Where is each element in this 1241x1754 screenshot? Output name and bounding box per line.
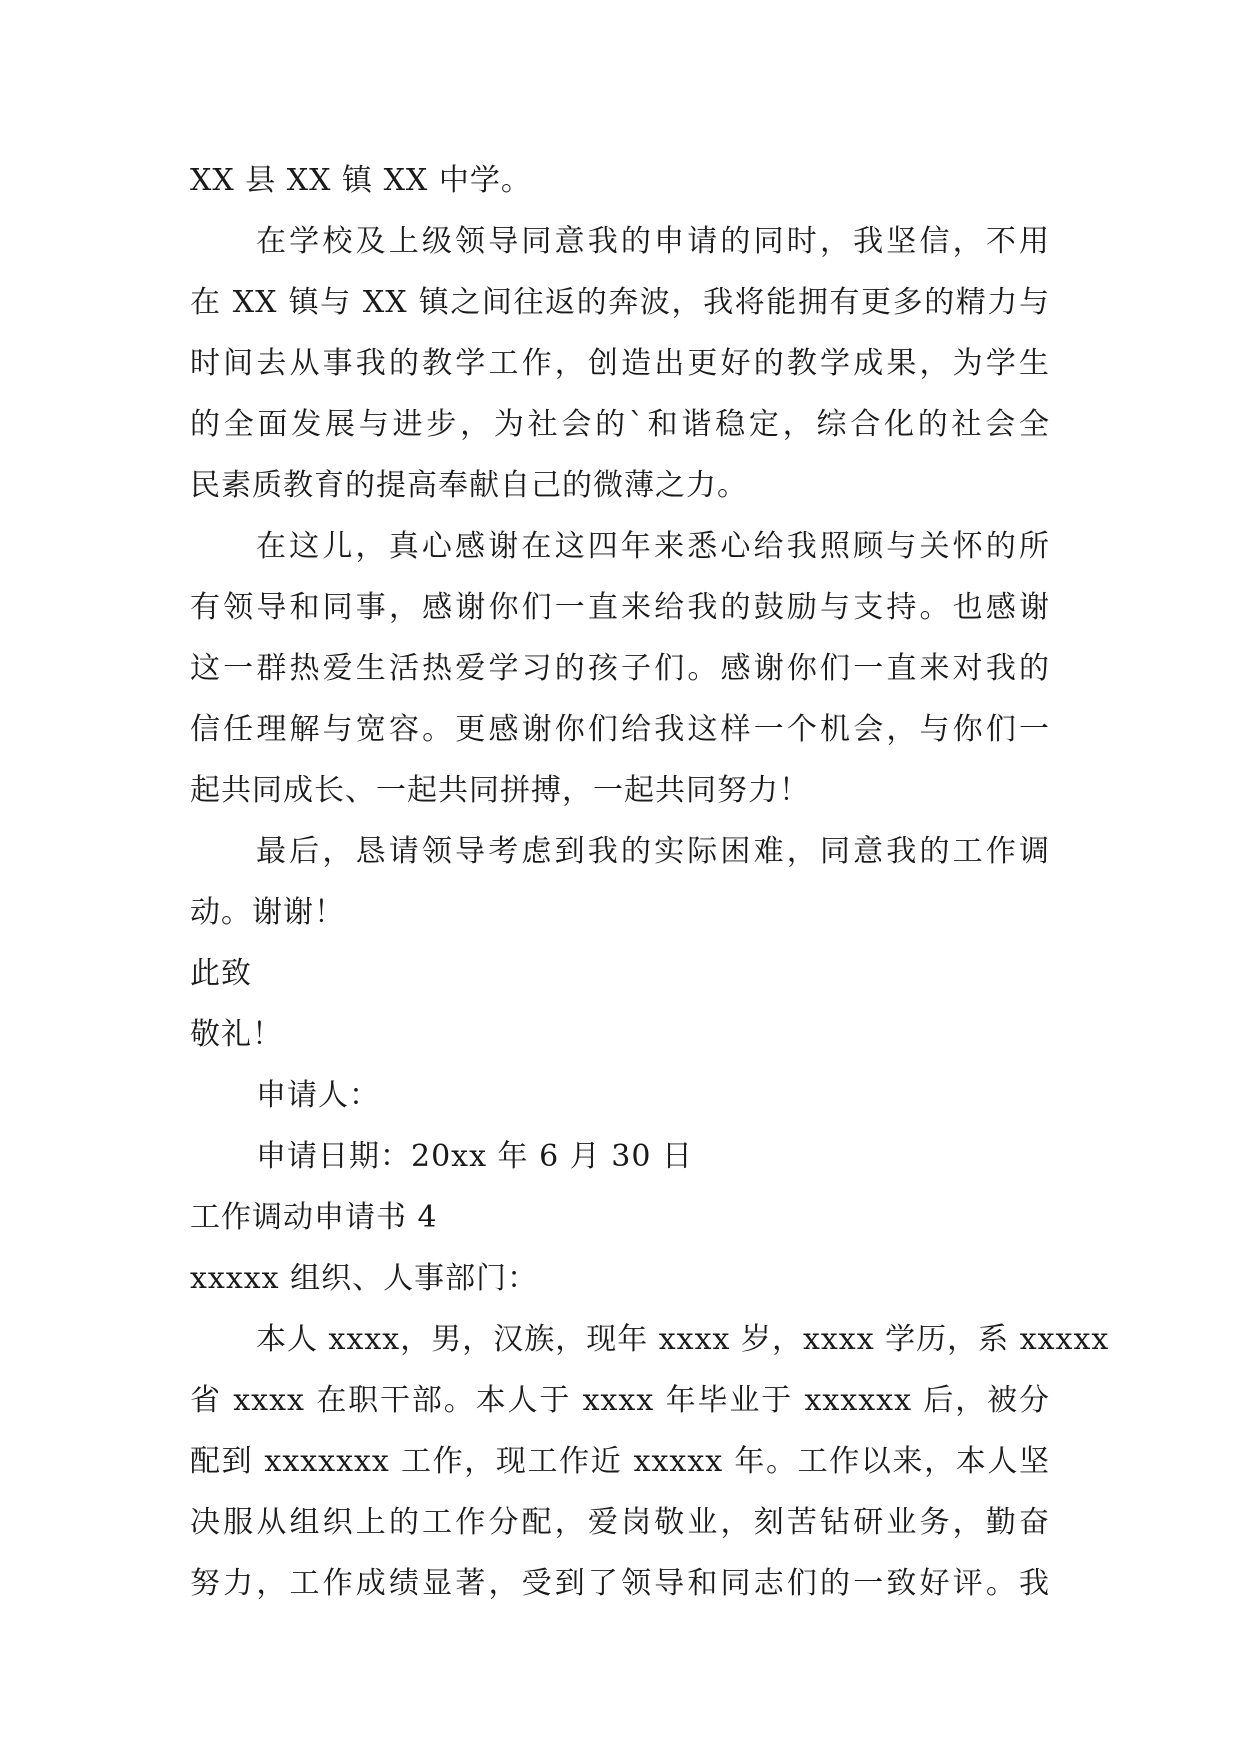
section-title: 工作调动申请书 4 [190, 1200, 438, 1235]
paragraph-line: 信任理解与宽容。更感谢你们给我这样一个机会，与你们一 [190, 712, 1050, 747]
paragraph-line: 在 XX 镇与 XX 镇之间往返的奔波，我将能拥有更多的精力与 [190, 285, 1050, 320]
paragraph-line: 的全面发展与进步，为社会的`和谐稳定，综合化的社会全 [190, 407, 1050, 442]
closing-salutation: 此致 [190, 956, 252, 991]
application-date: 申请日期：20xx 年 6 月 30 日 [256, 1139, 693, 1174]
paragraph-line: 这一群热爱生活热爱学习的孩子们。感谢你们一直来对我的 [190, 651, 1050, 686]
paragraph-line: 动。谢谢！ [190, 895, 345, 930]
paragraph-line: 最后，恳请领导考虑到我的实际困难，同意我的工作调 [256, 834, 1050, 869]
document-body [190, 150, 1110, 1614]
applicant-label: 申请人： [256, 1078, 380, 1113]
paragraph-line: 起共同成长、一起共同拼搏，一起共同努力！ [190, 773, 810, 808]
paragraph-line: 省 xxxx 在职干部。本人于 xxxx 年毕业于 xxxxxx 后，被分 [190, 1383, 1050, 1418]
paragraph-line: 配到 xxxxxxx 工作，现工作近 xxxxx 年。工作以来，本人坚 [190, 1444, 1050, 1479]
paragraph-line: 本人 xxxx，男，汉族，现年 xxxx 岁，xxxx 学历，系 xxxxx [256, 1322, 1110, 1357]
paragraph-line: 决服从组织上的工作分配，爱岗敬业，刻苦钻研业务，勤奋 [190, 1505, 1050, 1540]
text-line: XX 县 XX 镇 XX 中学。 [190, 163, 532, 198]
closing-respect: 敬礼！ [190, 1017, 283, 1052]
paragraph-line: 在学校及上级领导同意我的申请的同时，我坚信，不用 [256, 224, 1050, 259]
paragraph-line: 在这儿，真心感谢在这四年来悉心给我照顾与关怀的所 [256, 529, 1050, 564]
paragraph-line: 努力，工作成绩显著，受到了领导和同志们的一致好评。我 [190, 1566, 1050, 1601]
paragraph-line: 民素质教育的提高奉献自己的微薄之力。 [190, 468, 748, 503]
addressee: xxxxx 组织、人事部门： [190, 1261, 539, 1296]
paragraph-line: 时间去从事我的教学工作，创造出更好的教学成果，为学生 [190, 346, 1050, 381]
paragraph-line: 有领导和同事，感谢你们一直来给我的鼓励与支持。也感谢 [190, 590, 1050, 625]
